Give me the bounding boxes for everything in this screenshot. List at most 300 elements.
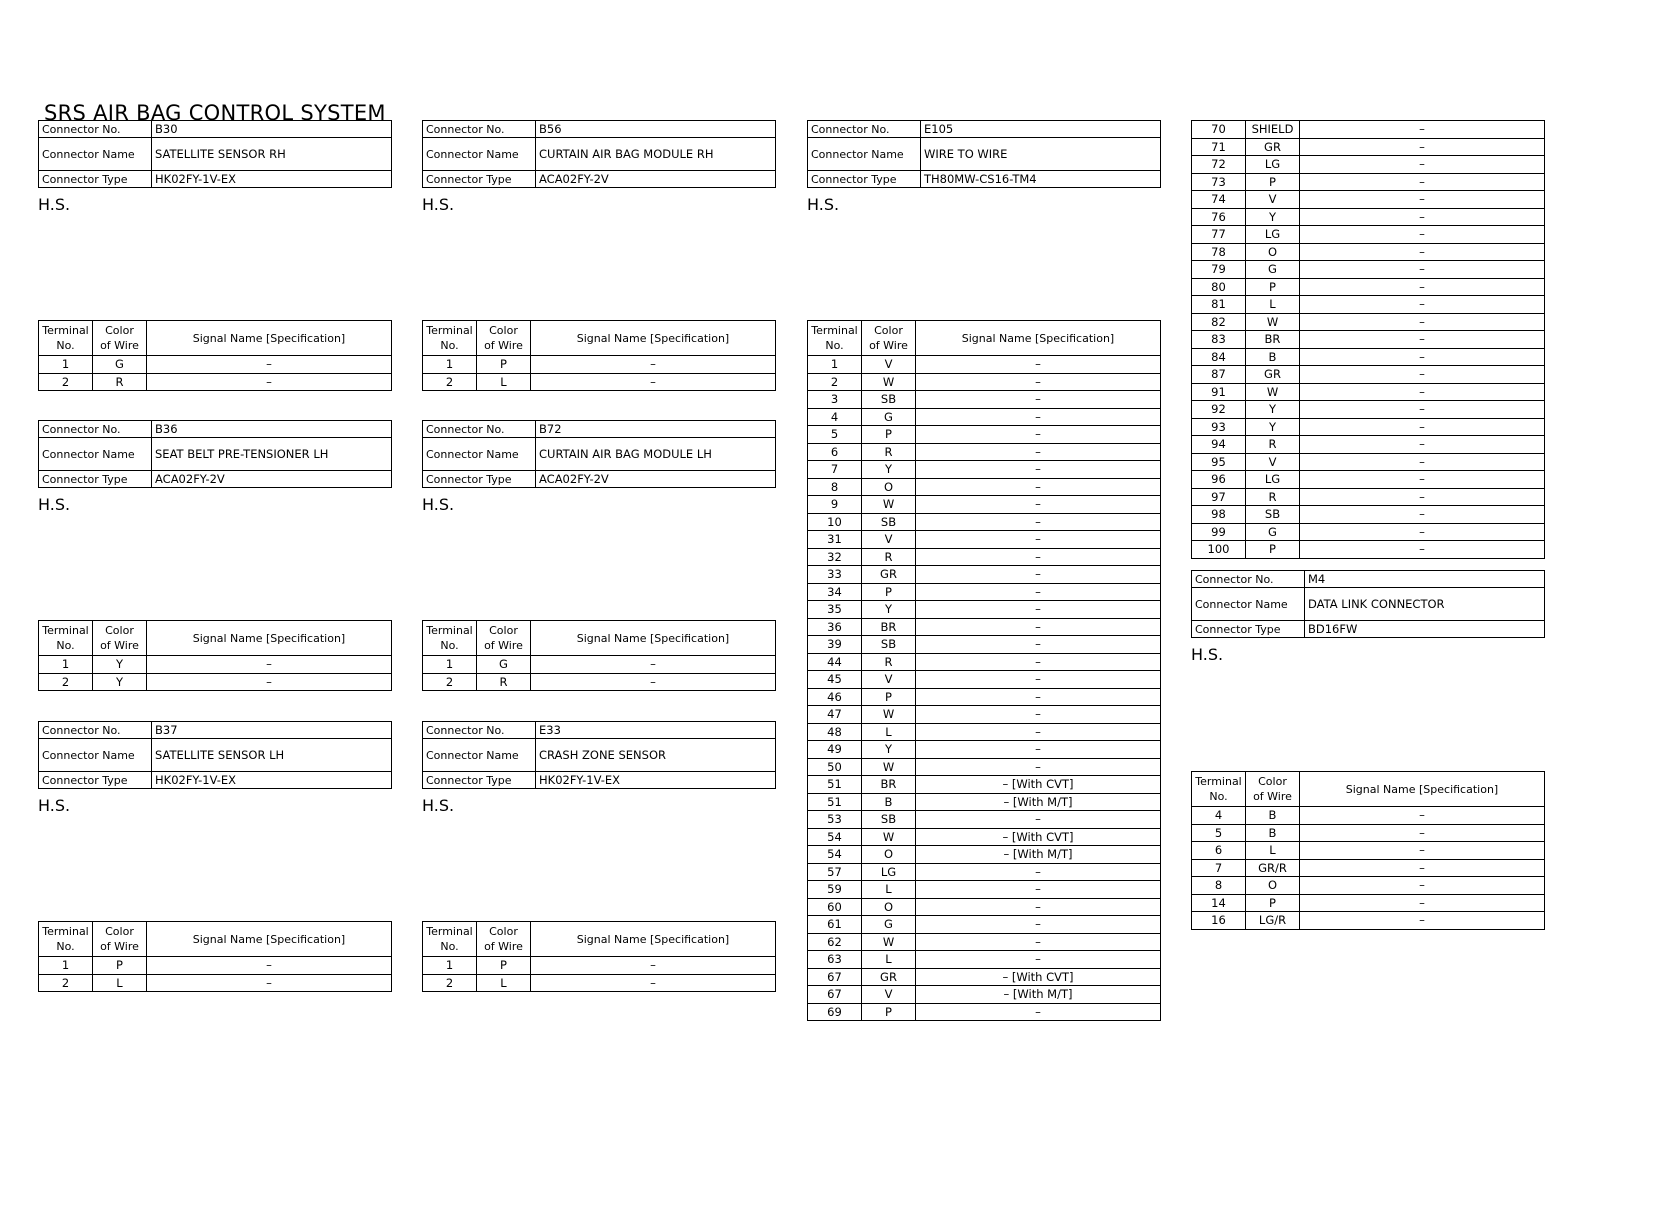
col-color: Color of Wire [1246, 772, 1300, 807]
cell-color: G [1246, 523, 1300, 541]
value-no: E33 [536, 722, 776, 739]
table-row [39, 957, 392, 975]
cell-color: SHIELD [1246, 121, 1300, 139]
cell-signal: – [916, 863, 1161, 881]
cell-terminal: 4 [808, 408, 862, 426]
cell-terminal: 61 [808, 916, 862, 934]
cell-terminal: 81 [1192, 296, 1246, 314]
cell-color: O [862, 846, 916, 864]
cell-color: R [862, 548, 916, 566]
cell-terminal: 54 [808, 846, 862, 864]
cell-color: Y [1246, 401, 1300, 419]
table-row [1192, 418, 1545, 436]
table-row [808, 951, 1161, 969]
cell-signal: – [1300, 261, 1545, 279]
table-row [808, 513, 1161, 531]
table-row [808, 461, 1161, 479]
cell-terminal: 1 [39, 957, 93, 975]
connector-face-square [194, 528, 272, 590]
table-row [1192, 366, 1545, 384]
cell-terminal: 6 [1192, 842, 1246, 860]
value-no: B56 [536, 121, 776, 138]
value-type: HK02FY-1V-EX [536, 772, 776, 789]
cell-color: W [862, 758, 916, 776]
cell-color: SB [862, 811, 916, 829]
label-conn-no: Connector No. [423, 722, 536, 739]
terminal-table-header [808, 321, 1161, 356]
col-terminal: Terminal No. [808, 321, 862, 356]
cell-color: Y [1246, 418, 1300, 436]
terminal-table-header [39, 321, 392, 356]
cell-color: R [1246, 436, 1300, 454]
label-conn-type: Connector Type [808, 171, 921, 188]
value-name: WIRE TO WIRE [921, 138, 1161, 171]
hs-label: H.S. [807, 195, 840, 214]
cell-color: LG [1246, 156, 1300, 174]
value-no: B30 [152, 121, 392, 138]
value-type: HK02FY-1V-EX [152, 772, 392, 789]
cell-signal: – [1300, 471, 1545, 489]
cell-color: P [862, 1003, 916, 1021]
cell-terminal: 72 [1192, 156, 1246, 174]
connector-header [422, 721, 776, 789]
table-row [1192, 807, 1545, 825]
cell-color: R [1246, 488, 1300, 506]
cell-signal: – [147, 373, 392, 391]
table-row [39, 356, 392, 374]
cell-terminal: 92 [1192, 401, 1246, 419]
cell-signal: – [147, 974, 392, 992]
cell-signal: – [531, 356, 776, 374]
cell-signal: – [1300, 842, 1545, 860]
cell-signal: – [531, 656, 776, 674]
cell-terminal: 91 [1192, 383, 1246, 401]
col-terminal: Terminal No. [423, 922, 477, 957]
cell-signal: – [916, 478, 1161, 496]
table-row [1192, 523, 1545, 541]
cell-color: Y [862, 741, 916, 759]
cell-signal: – [916, 461, 1161, 479]
cell-signal: – [1300, 191, 1545, 209]
cell-signal: – [1300, 173, 1545, 191]
cell-color: BR [862, 776, 916, 794]
cell-color: P [862, 688, 916, 706]
cell-signal: – [With M/T] [916, 793, 1161, 811]
cell-color: L [1246, 842, 1300, 860]
cell-signal: – [916, 636, 1161, 654]
cell-signal: – [916, 391, 1161, 409]
harness-side-icon [38, 796, 96, 854]
col-color: Color of Wire [477, 922, 531, 957]
label-conn-no: Connector No. [39, 722, 152, 739]
cell-signal: – [1300, 506, 1545, 524]
label-conn-type: Connector Type [39, 772, 152, 789]
cell-color: SB [862, 391, 916, 409]
cell-terminal: 7 [1192, 859, 1246, 877]
table-row [808, 478, 1161, 496]
cell-terminal: 47 [808, 706, 862, 724]
col-signal: Signal Name [Specification] [916, 321, 1161, 356]
cell-terminal: 31 [808, 531, 862, 549]
cell-signal: – [With CVT] [916, 776, 1161, 794]
cell-terminal: 62 [808, 933, 862, 951]
terminal-table [38, 921, 392, 992]
table-row [1192, 912, 1545, 930]
cell-terminal: 87 [1192, 366, 1246, 384]
value-type: ACA02FY-2V [536, 471, 776, 488]
table-row [808, 566, 1161, 584]
connector-header [38, 420, 392, 488]
cell-color: B [1246, 348, 1300, 366]
cell-signal: – [916, 758, 1161, 776]
cell-color: LG [1246, 226, 1300, 244]
cell-terminal: 35 [808, 601, 862, 619]
table-row [1192, 894, 1545, 912]
col-terminal: Terminal No. [39, 621, 93, 656]
cell-terminal: 1 [39, 356, 93, 374]
cell-terminal: 8 [808, 478, 862, 496]
cell-terminal: 98 [1192, 506, 1246, 524]
cell-terminal: 67 [808, 986, 862, 1004]
cell-signal: – [531, 373, 776, 391]
cell-color: L [862, 723, 916, 741]
label-conn-no: Connector No. [39, 121, 152, 138]
col-color: Color of Wire [862, 321, 916, 356]
cell-signal: – [1300, 877, 1545, 895]
cell-signal: – [147, 356, 392, 374]
cell-terminal: 36 [808, 618, 862, 636]
table-row [1192, 506, 1545, 524]
cell-signal: – [916, 706, 1161, 724]
table-row [808, 426, 1161, 444]
cell-signal: – [With M/T] [916, 986, 1161, 1004]
table-row [1192, 383, 1545, 401]
hs-label: H.S. [38, 495, 71, 514]
col-color: Color of Wire [477, 321, 531, 356]
cell-terminal: 74 [1192, 191, 1246, 209]
cell-terminal: 78 [1192, 243, 1246, 261]
table-row [808, 636, 1161, 654]
hs-label: H.S. [422, 495, 455, 514]
cell-signal: – [1300, 138, 1545, 156]
cell-color: Y [862, 461, 916, 479]
cell-color: LG [1246, 471, 1300, 489]
label-conn-no: Connector No. [808, 121, 921, 138]
table-row [39, 673, 392, 691]
table-row [1192, 226, 1545, 244]
cell-terminal: 70 [1192, 121, 1246, 139]
col-terminal: Terminal No. [39, 922, 93, 957]
cell-terminal: 57 [808, 863, 862, 881]
cell-signal: – [147, 673, 392, 691]
connector-header [1191, 570, 1545, 638]
cell-terminal: 54 [808, 828, 862, 846]
cell-signal: – [1300, 121, 1545, 139]
cell-color: B [862, 793, 916, 811]
cell-terminal: 94 [1192, 436, 1246, 454]
table-row [808, 1003, 1161, 1021]
cell-signal: – [916, 601, 1161, 619]
table-row [1192, 401, 1545, 419]
table-row [808, 531, 1161, 549]
table-row [1192, 471, 1545, 489]
cell-terminal: 67 [808, 968, 862, 986]
cell-color: O [1246, 243, 1300, 261]
cell-color: BR [1246, 331, 1300, 349]
table-row [1192, 156, 1545, 174]
cell-terminal: 93 [1192, 418, 1246, 436]
cell-signal: – [916, 443, 1161, 461]
value-type: ACA02FY-2V [536, 171, 776, 188]
cell-signal: – [916, 933, 1161, 951]
table-row [808, 933, 1161, 951]
cell-signal: – [531, 673, 776, 691]
cell-signal: – [916, 688, 1161, 706]
cell-color: L [477, 974, 531, 992]
cell-terminal: 63 [808, 951, 862, 969]
table-row [1192, 488, 1545, 506]
harness-side-icon [422, 195, 480, 253]
cell-signal: – [With M/T] [916, 846, 1161, 864]
terminal-table-header [39, 621, 392, 656]
cell-terminal: 5 [808, 426, 862, 444]
value-name: CURTAIN AIR BAG MODULE LH [536, 438, 776, 471]
connector-header [422, 120, 776, 188]
harness-side-icon [422, 495, 480, 553]
cell-color: L [862, 881, 916, 899]
harness-side-icon [1191, 645, 1249, 703]
value-name: CRASH ZONE SENSOR [536, 739, 776, 772]
cell-signal: – [916, 951, 1161, 969]
table-row [39, 656, 392, 674]
cell-terminal: 1 [423, 656, 477, 674]
cell-signal: – [147, 957, 392, 975]
cell-terminal: 77 [1192, 226, 1246, 244]
label-conn-type: Connector Type [39, 171, 152, 188]
terminal-table [1191, 120, 1545, 559]
cell-signal: – [531, 974, 776, 992]
table-row [808, 373, 1161, 391]
terminal-table [1191, 771, 1545, 930]
cell-color: P [93, 957, 147, 975]
value-no: B37 [152, 722, 392, 739]
label-conn-name: Connector Name [39, 438, 152, 471]
cell-terminal: 8 [1192, 877, 1246, 895]
value-type: HK02FY-1V-EX [152, 171, 392, 188]
cell-color: SB [862, 513, 916, 531]
cell-color: R [862, 653, 916, 671]
table-row [808, 408, 1161, 426]
label-conn-name: Connector Name [423, 438, 536, 471]
label-conn-name: Connector Name [39, 138, 152, 171]
table-row [39, 974, 392, 992]
harness-side-icon [807, 195, 865, 253]
table-row [1192, 313, 1545, 331]
cell-terminal: 2 [423, 974, 477, 992]
table-row [1192, 842, 1545, 860]
col-color: Color of Wire [93, 922, 147, 957]
cell-signal: – [1300, 807, 1545, 825]
cell-signal: – [1300, 243, 1545, 261]
value-no: B72 [536, 421, 776, 438]
cell-signal: – [916, 811, 1161, 829]
terminal-table [807, 320, 1161, 1021]
cell-color: GR [1246, 138, 1300, 156]
terminal-table-header [1192, 772, 1545, 807]
cell-terminal: 96 [1192, 471, 1246, 489]
cell-signal: – [1300, 208, 1545, 226]
cell-color: G [1246, 261, 1300, 279]
table-row [808, 496, 1161, 514]
table-row [808, 706, 1161, 724]
table-row [808, 583, 1161, 601]
cell-color: Y [1246, 208, 1300, 226]
cell-signal: – [916, 426, 1161, 444]
cell-color: R [862, 443, 916, 461]
cell-color: BR [862, 618, 916, 636]
cell-terminal: 44 [808, 653, 862, 671]
value-name: SATELLITE SENSOR LH [152, 739, 392, 772]
cell-terminal: 76 [1192, 208, 1246, 226]
cell-terminal: 34 [808, 583, 862, 601]
value-type: BD16FW [1305, 621, 1545, 638]
label-conn-type: Connector Type [1192, 621, 1305, 638]
cell-terminal: 14 [1192, 894, 1246, 912]
cell-color: GR [1246, 366, 1300, 384]
cell-signal: – [1300, 436, 1545, 454]
col-color: Color of Wire [477, 621, 531, 656]
cell-signal: – [916, 653, 1161, 671]
cell-color: P [477, 356, 531, 374]
table-row [423, 673, 776, 691]
cell-terminal: 100 [1192, 541, 1246, 559]
label-conn-name: Connector Name [39, 739, 152, 772]
hs-label: H.S. [422, 796, 455, 815]
cell-color: V [862, 671, 916, 689]
table-row [423, 656, 776, 674]
cell-terminal: 49 [808, 741, 862, 759]
label-conn-no: Connector No. [423, 421, 536, 438]
cell-signal: – [1300, 824, 1545, 842]
cell-terminal: 2 [39, 673, 93, 691]
table-row [808, 601, 1161, 619]
cell-color: P [1246, 278, 1300, 296]
table-row [1192, 138, 1545, 156]
label-conn-name: Connector Name [423, 138, 536, 171]
harness-side-icon [38, 195, 96, 253]
cell-terminal: 2 [423, 673, 477, 691]
cell-color: SB [1246, 506, 1300, 524]
hs-label: H.S. [1191, 645, 1224, 664]
cell-signal: – [916, 356, 1161, 374]
cell-color: V [1246, 453, 1300, 471]
table-row [808, 811, 1161, 829]
col-signal: Signal Name [Specification] [147, 321, 392, 356]
cell-color: L [1246, 296, 1300, 314]
hs-label: H.S. [422, 195, 455, 214]
value-no: E105 [921, 121, 1161, 138]
terminal-table [38, 320, 392, 391]
cell-terminal: 3 [808, 391, 862, 409]
col-signal: Signal Name [Specification] [1300, 772, 1545, 807]
table-row [808, 846, 1161, 864]
cell-signal: – [916, 741, 1161, 759]
cell-signal: – [916, 513, 1161, 531]
label-conn-no: Connector No. [39, 421, 152, 438]
cell-signal: – [1300, 278, 1545, 296]
cell-color: P [1246, 173, 1300, 191]
cell-signal: – [916, 531, 1161, 549]
cell-color: G [862, 916, 916, 934]
data-link-connector-face [1265, 669, 1509, 751]
cell-signal: – [1300, 366, 1545, 384]
table-row [808, 741, 1161, 759]
cell-color: GR [862, 968, 916, 986]
table-row [808, 356, 1161, 374]
terminal-table-header [423, 621, 776, 656]
cell-color: B [1246, 807, 1300, 825]
cell-color: V [862, 531, 916, 549]
table-row [808, 986, 1161, 1004]
table-row [1192, 278, 1545, 296]
cell-terminal: 83 [1192, 331, 1246, 349]
cell-color: P [1246, 541, 1300, 559]
label-conn-name: Connector Name [808, 138, 921, 171]
table-row [1192, 877, 1545, 895]
cell-signal: – [1300, 418, 1545, 436]
cell-signal: – [147, 656, 392, 674]
connector-header [38, 721, 392, 789]
cell-color: L [93, 974, 147, 992]
col-color: Color of Wire [93, 321, 147, 356]
col-signal: Signal Name [Specification] [531, 621, 776, 656]
cell-signal: – [916, 583, 1161, 601]
col-signal: Signal Name [Specification] [531, 922, 776, 957]
connector-face-square [578, 228, 656, 290]
cell-color: P [477, 957, 531, 975]
cell-terminal: 95 [1192, 453, 1246, 471]
cell-signal: – [916, 1003, 1161, 1021]
table-row [808, 653, 1161, 671]
cell-signal: – [1300, 912, 1545, 930]
table-row [808, 793, 1161, 811]
cell-color: W [862, 496, 916, 514]
hs-label: H.S. [38, 195, 71, 214]
table-row [808, 618, 1161, 636]
table-row [808, 968, 1161, 986]
cell-terminal: 60 [808, 898, 862, 916]
cell-color: GR/R [1246, 859, 1300, 877]
cell-terminal: 97 [1192, 488, 1246, 506]
cell-terminal: 84 [1192, 348, 1246, 366]
table-row [808, 688, 1161, 706]
table-row [808, 916, 1161, 934]
cell-color: Y [93, 656, 147, 674]
value-no: B36 [152, 421, 392, 438]
table-row [808, 758, 1161, 776]
table-row [808, 863, 1161, 881]
connector-face-80pin [920, 207, 1084, 307]
table-row [423, 356, 776, 374]
connector-face-square [578, 528, 656, 590]
cell-terminal: 7 [808, 461, 862, 479]
table-row [423, 373, 776, 391]
cell-terminal: 9 [808, 496, 862, 514]
cell-color: W [862, 373, 916, 391]
table-row [808, 391, 1161, 409]
cell-color: V [862, 986, 916, 1004]
cell-terminal: 10 [808, 513, 862, 531]
